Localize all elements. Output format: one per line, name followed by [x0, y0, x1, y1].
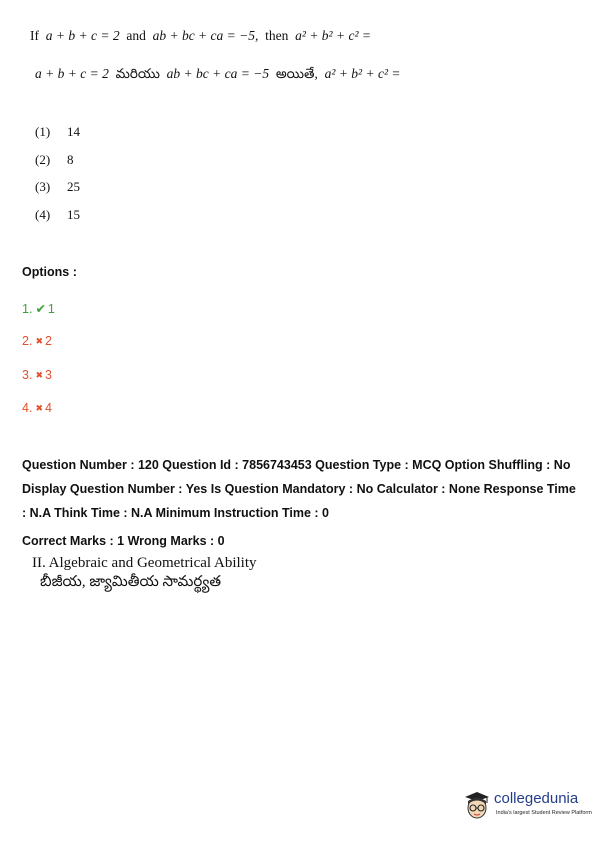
choice-number: (1) — [35, 124, 51, 139]
question-te-then: అయితే, — [275, 66, 318, 81]
marks-info: Correct Marks : 1 Wrong Marks : 0 — [22, 534, 225, 548]
answer-value: 4 — [44, 401, 52, 415]
question-te-condition-1: a + b + c = 2 — [35, 66, 109, 81]
choice-value: 15 — [67, 207, 80, 222]
question-te-and: మరియు — [115, 66, 160, 81]
question-prefix: If — [30, 28, 39, 43]
section-title-telugu: బీజీయ, జ్యామితీయ సామర్థ్యత — [40, 574, 222, 590]
choice-number: (2) — [35, 152, 51, 167]
choice-value: 14 — [67, 124, 80, 139]
question-ask: a² + b² + c² = — [295, 28, 371, 43]
check-icon: ✔ — [35, 302, 46, 316]
logo-wordmark: collegedunia — [494, 790, 579, 807]
answer-number: 3. — [22, 368, 33, 382]
answer-option-3 — [22, 368, 52, 382]
choice-value: 25 — [67, 179, 80, 194]
choice-1 — [35, 124, 80, 140]
choice-number: (4) — [35, 207, 51, 222]
logo-tagline: India's largest Student Review Platform — [496, 810, 592, 816]
student-mascot-icon — [462, 788, 492, 822]
choice-3 — [35, 179, 80, 195]
answer-number: 1. — [22, 302, 33, 316]
answer-option-4 — [22, 401, 52, 415]
section-title-english: II. Algebraic and Geometrical Ability — [32, 555, 257, 571]
question-text-english — [30, 28, 371, 44]
answer-value: 3 — [44, 368, 52, 382]
question-te-ask: a² + b² + c² = — [324, 66, 401, 81]
choice-4 — [35, 207, 80, 223]
options-heading: Options : — [22, 265, 77, 279]
choice-number: (3) — [35, 179, 51, 194]
question-and: and — [126, 28, 146, 43]
answer-value: 2 — [44, 334, 52, 348]
question-then: then — [265, 28, 289, 43]
answer-option-1 — [22, 301, 55, 316]
cross-icon: ✖ — [35, 403, 43, 413]
question-details: Question Number : 120 Question Id : 7856743453 Question Type : MCQ Option Shuffling : No Display Question Number : Yes Is Question Mandatory : No Calculator : None Response Time : N.A Think Time : N.A Minimum Instruction Time : 0 — [22, 458, 576, 520]
cross-icon: ✖ — [35, 370, 43, 380]
cross-icon: ✖ — [35, 336, 43, 346]
answer-option-2 — [22, 334, 52, 348]
question-condition-1: a + b + c = 2 — [45, 28, 120, 43]
question-te-condition-2: ab + bc + ca = −5 — [166, 66, 270, 81]
collegedunia-logo — [462, 786, 592, 826]
question-text-telugu — [35, 66, 400, 85]
section-heading — [32, 554, 257, 592]
answer-value: 1 — [47, 302, 55, 316]
choice-value: 8 — [67, 152, 74, 167]
answer-number: 2. — [22, 334, 33, 348]
answer-number: 4. — [22, 401, 33, 415]
choice-2 — [35, 152, 74, 168]
question-condition-2: ab + bc + ca = −5, — [152, 28, 259, 43]
